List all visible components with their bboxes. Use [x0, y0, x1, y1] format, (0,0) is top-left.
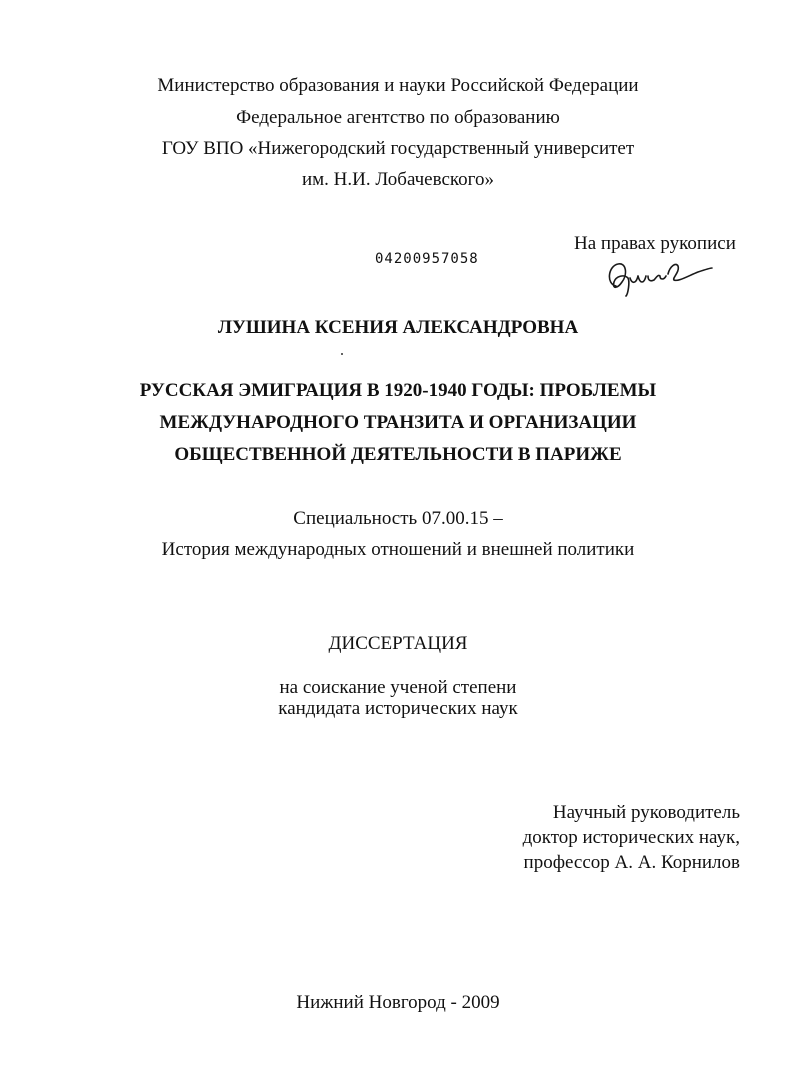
supervisor-degree: доктор исторических наук,: [522, 827, 740, 848]
registry-number: 04200957058: [375, 251, 479, 267]
title-line-1: РУССКАЯ ЭМИГРАЦИЯ В 1920-1940 ГОДЫ: ПРОБЛЕМЫ: [139, 380, 657, 401]
degree-line-1: на соискание ученой степени: [279, 677, 517, 698]
scan-speck: [341, 353, 343, 355]
manuscript-note: На правах рукописи: [574, 233, 736, 254]
supervisor-name: профессор А. А. Корнилов: [523, 852, 740, 873]
author-name: ЛУШИНА КСЕНИЯ АЛЕКСАНДРОВНА: [217, 317, 579, 338]
university-name-line: им. Н.И. Лобачевского»: [301, 169, 494, 190]
supervisor-block: [523, 800, 740, 875]
specialty-code: Специальность 07.00.15 –: [293, 508, 503, 529]
title-line-2: МЕЖДУНАРОДНОГО ТРАНЗИТА И ОРГАНИЗАЦИИ: [159, 412, 637, 433]
degree-line-2: кандидата исторических наук: [278, 698, 518, 719]
supervisor-role: Научный руководитель: [552, 802, 740, 823]
signature-icon: [602, 256, 714, 298]
work-type: ДИССЕРТАЦИЯ: [328, 633, 468, 654]
place-year: Нижний Новгород - 2009: [296, 992, 500, 1013]
specialty-name: История международных отношений и внешней политики: [161, 539, 635, 560]
title-line-3: ОБЩЕСТВЕННОЙ ДЕЯТЕЛЬНОСТИ В ПАРИЖЕ: [174, 444, 622, 465]
agency-line: Федеральное агентство по образованию: [236, 107, 560, 128]
university-line: ГОУ ВПО «Нижегородский государственный университет: [161, 138, 635, 159]
ministry-line: Министерство образования и науки Российской Федерации: [157, 75, 639, 96]
